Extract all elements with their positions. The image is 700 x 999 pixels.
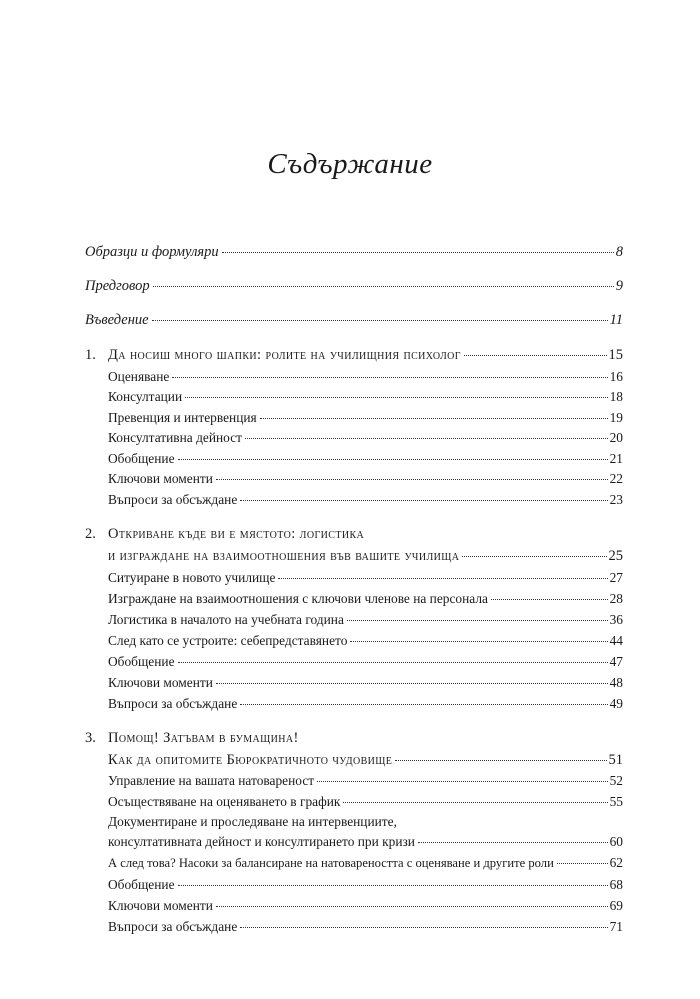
toc-entry-page: 49 xyxy=(609,696,623,711)
toc-section[interactable] xyxy=(108,612,623,628)
toc-entry-title: Ключови моменти xyxy=(108,898,213,913)
dot-leader xyxy=(557,863,608,864)
dot-leader xyxy=(216,683,608,684)
chapter-title: Да носиш много шапки: ролите на училищния психолог xyxy=(108,347,461,363)
chapter-title: Помощ! Затъвам в бумащина! xyxy=(108,730,299,746)
toc-entry-title: Изграждане на взаимоотношения с ключови членове на персонала xyxy=(108,591,488,606)
toc-section[interactable] xyxy=(108,369,623,385)
toc-entry-page: 44 xyxy=(609,633,623,648)
toc-entry-page: 47 xyxy=(609,654,623,669)
dot-leader xyxy=(418,842,608,843)
toc-entry-page: 20 xyxy=(609,430,623,445)
dot-leader xyxy=(350,641,607,642)
toc-entry-title: Образци и формуляри xyxy=(85,244,219,260)
toc-section[interactable] xyxy=(108,389,623,405)
dot-leader xyxy=(260,418,608,419)
chapter-title-continued: Как да опитомите Бюрократичното чудовище xyxy=(108,752,393,768)
toc-entry-page: 68 xyxy=(609,877,623,892)
toc-section[interactable] xyxy=(108,654,623,670)
chapter-2-heading[interactable] xyxy=(85,526,623,542)
toc-entry-page: 8 xyxy=(615,244,623,260)
chapter-title: Откриване къде ви е мястото: логистика xyxy=(108,526,365,542)
chapter-title-continued: и изграждане на взаимоотношения във вашите училища xyxy=(108,548,460,564)
toc-entry-title: Предговор xyxy=(85,278,150,294)
page-title: Съдържание xyxy=(267,148,433,180)
dot-leader xyxy=(240,927,607,928)
dot-leader xyxy=(317,781,607,782)
toc-entry-page: 21 xyxy=(609,451,623,466)
chapter-3-heading-continued[interactable] xyxy=(108,752,623,768)
toc-entry-title: Консултации xyxy=(108,389,183,404)
toc-entry-page: 51 xyxy=(608,752,623,768)
toc-entry-title: Консултативна дейност xyxy=(108,430,243,445)
toc-entry-page: 69 xyxy=(609,898,623,913)
toc-section[interactable] xyxy=(108,591,623,607)
toc-entry-title: Превенция и интервенция xyxy=(108,410,257,425)
dot-leader xyxy=(240,704,607,705)
chapter-number: 3. xyxy=(85,730,96,746)
dot-leader xyxy=(343,802,607,803)
toc-entry-page: 48 xyxy=(609,675,623,690)
toc-entry-title: Осъществяване на оценяването в график xyxy=(108,794,341,809)
chapter-1-heading[interactable] xyxy=(85,347,623,363)
toc-entry-title: Ключови моменти xyxy=(108,675,213,690)
dot-leader xyxy=(464,355,607,356)
chapter-number: 2. xyxy=(85,526,96,542)
toc-section[interactable] xyxy=(108,675,623,691)
dot-leader xyxy=(178,459,608,460)
toc-entry-page: 19 xyxy=(609,410,623,425)
toc-entry-title: Обобщение xyxy=(108,877,175,892)
toc-section[interactable] xyxy=(108,855,623,871)
toc-entry-title: Ключови моменти xyxy=(108,471,213,486)
toc-section[interactable] xyxy=(108,814,623,830)
toc-section[interactable] xyxy=(108,773,623,789)
toc-entry-page: 60 xyxy=(609,834,623,849)
toc-entry-title: Обобщение xyxy=(108,654,175,669)
toc-entry-title: Управление на вашата натовареност xyxy=(108,773,315,788)
toc-entry-page: 16 xyxy=(609,369,623,384)
toc-entry-page: 15 xyxy=(608,347,623,363)
toc-entry-title: Документиране и проследяване на интервенциите, xyxy=(108,814,397,829)
toc-entry-front-1[interactable] xyxy=(85,244,623,260)
toc-entry-page: 62 xyxy=(609,855,623,870)
toc-section[interactable] xyxy=(108,410,623,426)
toc-entry-title: След като се устроите: себепредставянето xyxy=(108,633,348,648)
dot-leader xyxy=(240,500,607,501)
toc-section[interactable] xyxy=(108,451,623,467)
dot-leader xyxy=(462,556,606,557)
toc-entry-page: 71 xyxy=(609,919,623,934)
toc-section[interactable] xyxy=(108,898,623,914)
toc-entry-title: Въпроси за обсъждане xyxy=(108,919,238,934)
toc-entry-title: Въпроси за обсъждане xyxy=(108,696,238,711)
dot-leader xyxy=(172,377,607,378)
dot-leader xyxy=(395,760,606,761)
toc-section[interactable] xyxy=(108,794,623,810)
toc-entry-page: 36 xyxy=(609,612,623,627)
toc-entry-title: Обобщение xyxy=(108,451,175,466)
toc-entry-page: 28 xyxy=(609,591,623,606)
toc-section[interactable] xyxy=(108,919,623,935)
toc-entry-page: 23 xyxy=(609,492,623,507)
dot-leader xyxy=(185,397,607,398)
toc-section[interactable] xyxy=(108,430,623,446)
toc-entry-page: 22 xyxy=(609,471,623,486)
toc-entry-page: 27 xyxy=(609,570,623,585)
dot-leader xyxy=(178,885,608,886)
dot-leader xyxy=(491,599,608,600)
chapter-2-heading-continued[interactable] xyxy=(108,548,623,564)
dot-leader xyxy=(216,906,608,907)
toc-section[interactable] xyxy=(108,633,623,649)
dot-leader xyxy=(216,479,608,480)
toc-entry-title: Въведение xyxy=(85,312,149,328)
toc-entry-title: Логистика в началото на учебната година xyxy=(108,612,344,627)
dot-leader xyxy=(245,438,608,439)
toc-entry-page: 52 xyxy=(609,773,623,788)
toc-section[interactable] xyxy=(108,696,623,712)
toc-section[interactable] xyxy=(108,570,623,586)
toc-entry-title: Въпроси за обсъждане xyxy=(108,492,238,507)
dot-leader xyxy=(178,662,608,663)
toc-entry-title: А след това? Насоки за балансиране на натовареността с оценяване и другите роли xyxy=(108,856,554,870)
dot-leader xyxy=(153,286,614,287)
toc-section[interactable] xyxy=(108,492,623,508)
toc-section[interactable] xyxy=(108,877,623,893)
toc-entry-page: 18 xyxy=(609,389,623,404)
toc-entry-title-continued: консултативната дейност и консултирането при кризи xyxy=(108,834,415,849)
toc-entry-front-3[interactable] xyxy=(85,312,623,328)
toc-entry-title: Оценяване xyxy=(108,369,170,384)
chapter-3-heading[interactable] xyxy=(85,730,623,746)
toc-section-continued[interactable] xyxy=(108,834,623,850)
dot-leader xyxy=(278,578,607,579)
toc-entry-title: Ситуиране в новото училище xyxy=(108,570,276,585)
dot-leader xyxy=(152,320,608,321)
dot-leader xyxy=(347,620,608,621)
chapter-number: 1. xyxy=(85,347,96,363)
toc-entry-page: 25 xyxy=(608,548,623,564)
toc-entry-front-2[interactable] xyxy=(85,278,623,294)
toc-section[interactable] xyxy=(108,471,623,487)
toc-entry-page: 55 xyxy=(609,794,623,809)
toc-entry-page: 11 xyxy=(609,312,623,328)
toc-entry-page: 9 xyxy=(615,278,623,294)
dot-leader xyxy=(222,252,614,253)
